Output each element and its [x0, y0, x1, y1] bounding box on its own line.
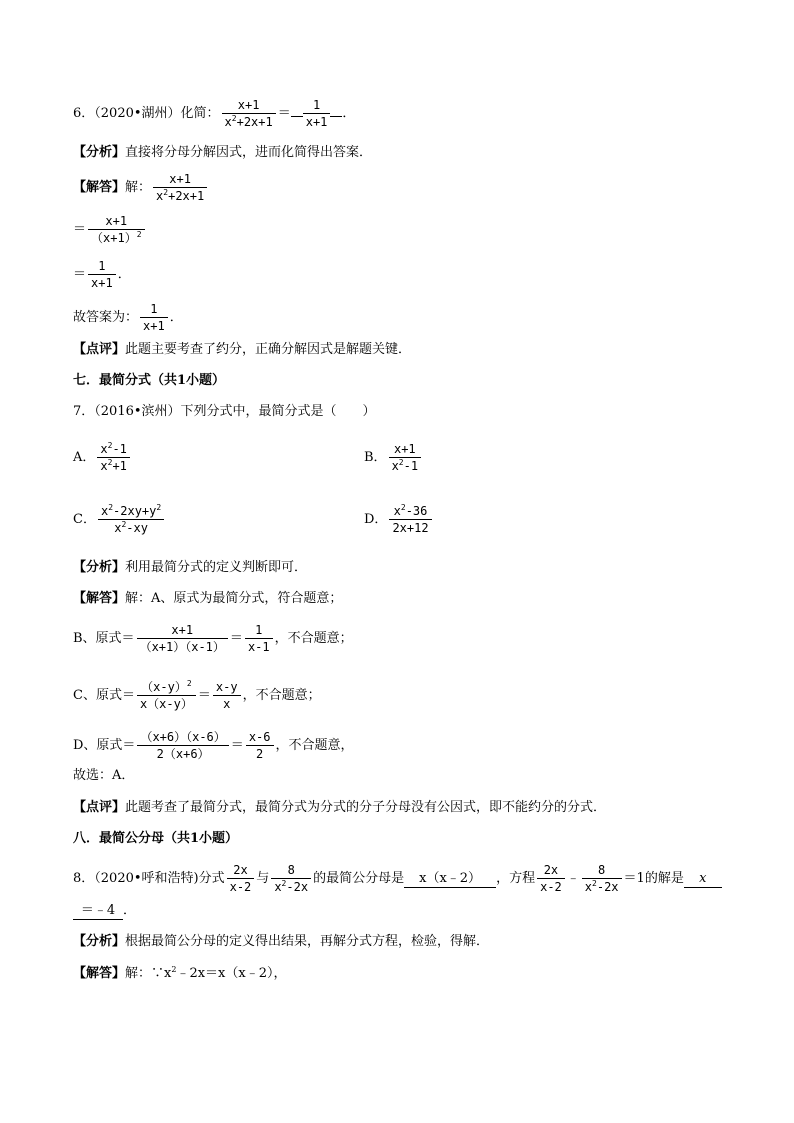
q7-stem: 7．（2016•滨州）下列分式中，最简分式是（ ）	[73, 404, 376, 419]
q7-option-a: A． $\frac{x^2-1}{x^2+1}$	[73, 442, 132, 473]
q7-option-c: C． $\frac{x^2-2xy+y^2}{x^2-xy}$	[73, 504, 166, 535]
q7-solution-c: C、原式＝ $\frac{(x-y)^2}{x(x-y)}$ ＝ $\frac{x-y}{x}$ ，不合题意；	[73, 679, 321, 711]
q8-blank-2a: x	[684, 871, 722, 888]
q6-solution-step1: 【解答】解： $\frac{x+1}{x^2+2x+1}$	[73, 172, 209, 203]
q7-choice: 故选：A．	[73, 768, 135, 783]
q7-option-b: B． $\frac{x+1}{x^2-1}$	[364, 442, 423, 473]
section-7-heading: 七．最简分式（共1小题）	[73, 373, 226, 388]
q7-solution-d: D、原式＝ $\frac{(x+6)(x-6)}{2(x+6)}$ ＝ $\frac{x-6}{2}$ ，不合题意，	[73, 730, 354, 761]
q6-solution-step3: ＝ $\frac{1}{x+1}$ ．	[73, 259, 131, 290]
section-8-heading: 八．最简公分母（共1小题）	[73, 831, 239, 846]
q6-stem: 6．（2020•湖州）化简： $\frac{x+1}{x^2+2x+1}$ ＝ $\frac{1}{x+1}$ ．	[73, 98, 356, 129]
q6-fraction: $\frac{x+1}{x^2+2x+1}$	[222, 98, 276, 129]
q7-option-d: D． $\frac{x^2-36}{2x+12}$	[364, 504, 434, 535]
q8-stem: 8．（2020•呼和浩特)分式 $\frac{2x}{x-2}$ 与 $\frac{8}{x^2-2x}$ 的最简公分母是 x（x﹣2） ，方程 $\frac{2x}{x-2}$ ﹣ $\frac{8}{x^2-2x}$ ＝1的解是 x	[73, 863, 722, 894]
q6-answer: 故答案为： $\frac{1}{x+1}$ ．	[73, 302, 183, 333]
q8-answer-cont: ＝﹣4 ．	[73, 903, 136, 920]
q6-comment: 【点评】此题主要考查了约分，正确分解因式是解题关键．	[73, 342, 412, 357]
q7-comment: 【点评】此题考查了最简分式，最简分式为分式的分子分母没有公因式，即不能约分的分式．	[73, 800, 607, 815]
q6-solution-step2: ＝ $\frac{x+1}{(x+1)^2}$	[73, 214, 147, 245]
q7-solution-a: 【解答】解：A、原式为最简分式，符合题意；	[73, 591, 343, 606]
q7-solution-b: B、原式＝ $\frac{x+1}{(x+1)(x-1)}$ ＝ $\frac{1}{x-1}$ ，不合题意；	[73, 623, 353, 654]
q6-prefix: 6．（2020•湖州）化简：	[73, 106, 220, 121]
q7-analysis: 【分析】利用最简分式的定义判断即可．	[73, 560, 308, 575]
q6-answer-fraction: $\frac{1}{x+1}$	[303, 98, 331, 129]
q8-blank-1: x（x﹣2）	[404, 871, 496, 888]
q6-analysis: 【分析】直接将分母分解因式，进而化简得出答案．	[73, 145, 373, 160]
q8-solution: 【解答】解：$\because x^2﹣2x=x(x﹣2)$，	[73, 965, 287, 981]
q8-analysis: 【分析】根据最简公分母的定义得出结果，再解分式方程，检验，得解．	[73, 934, 490, 949]
q8-blank-2b: ＝﹣4	[73, 903, 123, 920]
